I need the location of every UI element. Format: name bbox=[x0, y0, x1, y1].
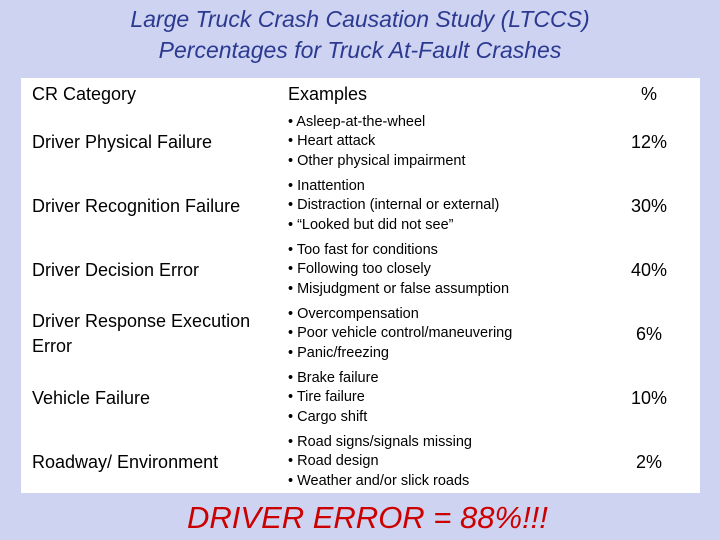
row-category: Roadway/ Environment bbox=[32, 451, 219, 472]
title-line-1: Large Truck Crash Causation Study (LTCCS) bbox=[130, 6, 590, 32]
example-item: • Weather and/or slick roads bbox=[288, 472, 470, 489]
causation-table bbox=[21, 78, 700, 493]
example-item: • Misjudgment or false assumption bbox=[288, 280, 510, 297]
header-category: CR Category bbox=[32, 84, 137, 104]
table-row bbox=[21, 110, 700, 174]
example-item: • Panic/freezing bbox=[288, 344, 389, 361]
row-examples bbox=[288, 302, 588, 366]
row-percent: 40% bbox=[630, 259, 668, 280]
row-examples bbox=[288, 238, 588, 302]
row-category: Driver Recognition Failure bbox=[32, 195, 241, 216]
row-examples bbox=[288, 110, 588, 174]
example-item: • Poor vehicle control/maneuvering bbox=[288, 325, 513, 342]
example-item: • Road design bbox=[288, 453, 379, 470]
header-examples: Examples bbox=[288, 84, 368, 104]
row-percent: 2% bbox=[635, 451, 662, 472]
row-percent: 30% bbox=[630, 195, 668, 216]
example-item: • Brake failure bbox=[288, 369, 379, 386]
example-item: • Asleep-at-the-wheel bbox=[288, 113, 426, 130]
driver-error-summary: DRIVER ERROR = 88%!!! bbox=[187, 500, 548, 535]
row-category: Vehicle Failure bbox=[32, 387, 151, 408]
table-row bbox=[21, 366, 700, 430]
row-examples bbox=[288, 174, 588, 238]
example-item: • “Looked but did not see” bbox=[288, 216, 454, 233]
example-item: • Following too closely bbox=[288, 261, 431, 278]
example-item: • Overcompensation bbox=[288, 305, 419, 322]
row-category: Driver Decision Error bbox=[32, 259, 200, 280]
row-percent: 12% bbox=[630, 131, 668, 152]
example-item: • Road signs/signals missing bbox=[288, 433, 472, 450]
example-item: • Other physical impairment bbox=[288, 152, 466, 169]
row-percent: 10% bbox=[630, 387, 668, 408]
header-percent: % bbox=[640, 84, 657, 104]
row-category: Driver Response Execution Error bbox=[32, 311, 251, 356]
example-item: • Tire failure bbox=[288, 389, 365, 406]
example-item: • Inattention bbox=[288, 177, 365, 194]
row-percent: 6% bbox=[635, 323, 662, 344]
slide-title bbox=[0, 4, 720, 66]
row-examples bbox=[288, 366, 588, 430]
example-item: • Cargo shift bbox=[288, 408, 368, 425]
table-row bbox=[21, 174, 700, 238]
row-examples bbox=[288, 430, 588, 494]
table-row bbox=[21, 302, 700, 366]
row-category: Driver Physical Failure bbox=[32, 131, 213, 152]
title-line-2: Percentages for Truck At-Fault Crashes bbox=[158, 37, 562, 63]
example-item: • Distraction (internal or external) bbox=[288, 197, 500, 214]
table-row bbox=[21, 430, 700, 494]
example-item: • Too fast for conditions bbox=[288, 241, 438, 258]
example-item: • Heart attack bbox=[288, 133, 376, 150]
table-row bbox=[21, 238, 700, 302]
